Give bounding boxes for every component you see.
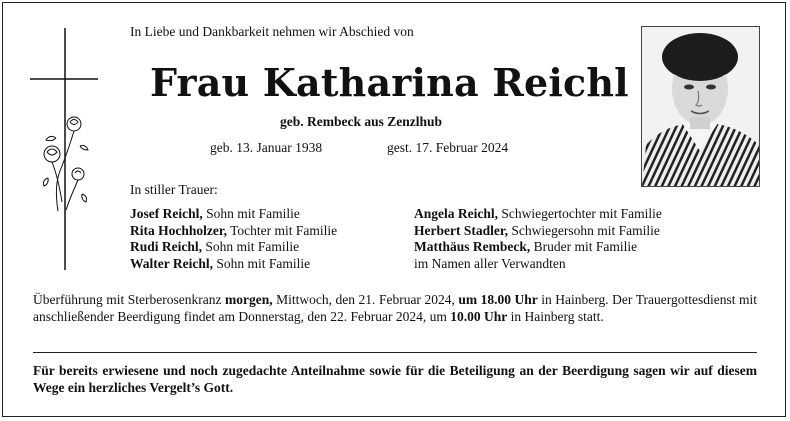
mourners-right-column (414, 206, 662, 272)
mourner-row (130, 239, 337, 256)
mourner-row (130, 206, 337, 223)
mourner-name: Herbert Stadler, (414, 222, 508, 238)
death-date: gest. 17. Februar 2024 (387, 140, 509, 155)
mourner-relation: Sohn mit Familie (202, 206, 300, 221)
mourner-relation: Schwiegersohn mit Familie (507, 222, 660, 238)
rosary-time: um 18.00 Uhr (458, 292, 538, 307)
mourner-relation: Tochter mit Familie (227, 222, 338, 238)
service-time: 10.00 Uhr (450, 308, 508, 324)
mourner-name: Rudi Reichl, (130, 239, 203, 254)
mourner-name: Josef Reichl, (130, 206, 203, 221)
funeral-text: Mittwoch, den 21. Februar 2024, (272, 292, 459, 307)
funeral-text: Überführung mit Sterberosenkranz (33, 292, 225, 307)
portrait-photo (641, 26, 760, 187)
mourner-row (414, 256, 662, 273)
mourner-relation: im Namen aller Verwandten (414, 255, 566, 271)
deceased-name: Frau Katharina Reichl (150, 60, 629, 105)
mourner-row (414, 239, 662, 256)
mourner-row (130, 223, 337, 240)
mourner-row (414, 206, 662, 223)
mourner-relation: Bruder mit Familie (530, 239, 638, 254)
maiden-name: geb. Rembeck aus Zenzlhub (280, 114, 443, 129)
mourner-name: Rita Hochholzer, (130, 222, 227, 238)
funeral-text: in Hainberg statt. (507, 308, 604, 324)
mourner-name: Matthäus Rembeck, (414, 239, 531, 254)
intro-text: In Liebe und Dankbarkeit nehmen wir Abschied von (130, 24, 414, 39)
mourner-relation: Schwiegertochter mit Familie (498, 206, 662, 221)
funeral-text: in Hainberg. Der Trauergottesdienst mit anschließender Beerdigung findet am Donnerstag, den 22. Februar 2024, um (33, 292, 757, 324)
funeral-details (33, 292, 757, 325)
mourners-label: In stiller Trauer: (130, 182, 218, 197)
cross-with-roses-icon (30, 28, 98, 270)
mourner-row (414, 223, 662, 240)
mourner-relation: Sohn mit Familie (212, 255, 311, 271)
mourner-relation: Sohn mit Familie (202, 239, 300, 254)
birth-date: geb. 13. Januar 1938 (210, 140, 323, 155)
mourner-name: Walter Reichl, (130, 255, 213, 271)
mourners-left-column (130, 206, 337, 272)
mourner-row (130, 256, 337, 273)
divider (33, 352, 757, 353)
thanks-text: Für bereits erwiesene und noch zugedachte Anteilnahme sowie für die Beteiligung an der Beerdigung sagen wir auf diesem Wege ein herzliches Vergelt’s Gott. (33, 363, 757, 395)
mourner-name: Angela Reichl, (414, 206, 498, 221)
funeral-day: morgen, (225, 292, 273, 307)
